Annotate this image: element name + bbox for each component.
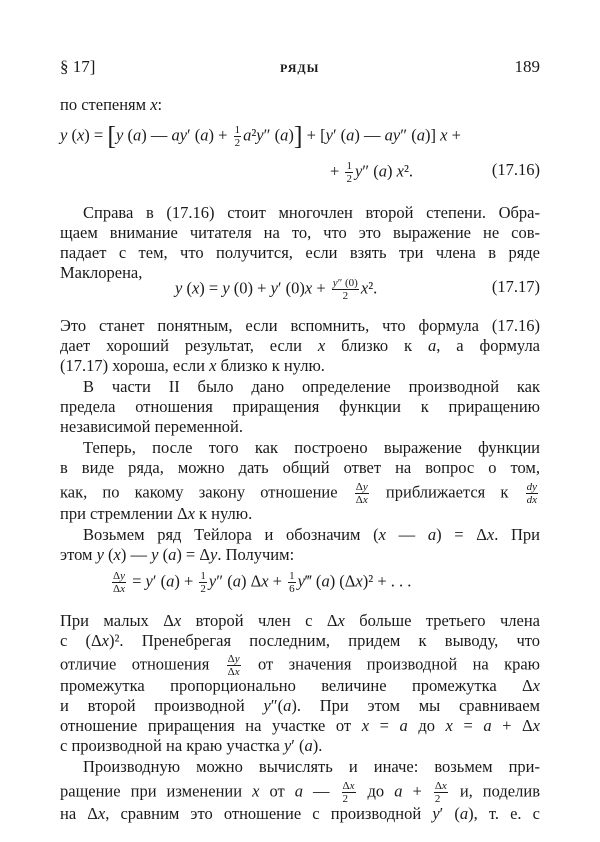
- paragraph-5-line: Возьмем ряд Тейлора и обозначим (x — a) = Δx. При: [83, 525, 540, 544]
- paragraph-4-line: как, по какому закону отношение $\frac{\Delta y}{\Delta x}$ приближается к $\frac{dy}{dx}$: [60, 481, 537, 506]
- paragraph-2-line: (17.17) хороша, если x близко к нулю.: [60, 356, 325, 375]
- paragraph-7-line: на Δx, сравним это отношение с производной y′ (a), т. е. с: [60, 804, 540, 823]
- paragraph-4-line: при стремлении Δx к нулю.: [60, 504, 253, 523]
- paragraph-6-line: и второй производной y″(a). При этом мы сравниваем: [60, 696, 540, 715]
- paragraph-6-line: отличие отношения $\frac{\Delta y}{\Delta x}$ от значения производной на краю: [60, 653, 540, 678]
- paragraph-3-line: независимой переменной.: [60, 417, 243, 436]
- section-marker: § 17]: [60, 57, 96, 76]
- paragraph-2-line: Это станет понятным, если вспомнить, что формула (17.16): [60, 316, 540, 335]
- taylor-equation: $\frac{\Delta y}{\Delta x}$ = y′ (a) + $\frac{1}{2}$ y″ (a) Δx + $\frac{1}{6}$ y‴ (a) (Δx)² + . . .: [113, 570, 412, 595]
- equation-17-16-line1: y (x) = [y (a) — ay′ (a) + $\frac{1}{2}$ a²y″ (a)] + [y′ (a) — ay″ (a)] x +: [60, 121, 461, 151]
- page-number: 189: [514, 57, 540, 76]
- paragraph-7-line: Производную можно вычислять и иначе: возьмем при-: [83, 757, 540, 776]
- paragraph-6-line: При малых Δx второй член с Δx больше третьего члена: [60, 611, 540, 630]
- paragraph-1-line: щаем внимание читателя на то, что это выражение не сов-: [60, 223, 540, 242]
- paragraph-6-line: отношение приращения на участке от x = a до x = a + Δx: [60, 716, 540, 735]
- paragraph-1-line: Справа в (17.16) стоит многочлен второй степени. Обра-: [83, 203, 540, 222]
- paragraph-6-line: промежутка пропорционально величине промежутка Δx: [60, 676, 540, 695]
- paragraph-4-line: в виде ряда, можно дать общий ответ на вопрос о том,: [60, 458, 540, 477]
- paragraph-7-line: ращение при изменении x от a — $\frac{\Delta x}{2}$ до a + $\frac{\Delta x}{2}$ и, поделив: [60, 780, 540, 805]
- paragraph-2-line: дает хороший результат, если x близко к a, а формула: [60, 336, 541, 355]
- paragraph-3-line: предела отношения приращения функции к приращению: [60, 397, 540, 416]
- paragraph-3-line: В части II было дано определение производной как: [83, 377, 540, 396]
- intro-line: по степеням x:: [60, 95, 163, 114]
- paragraph-6-line: с (Δx)². Пренебрегая последним, придем к выводу, что: [60, 631, 540, 650]
- running-title: РЯДЫ: [280, 61, 320, 75]
- equation-17-17: y (x) = y (0) + y′ (0)x + $\frac{y'' (0)}{2}$ x². (17.17): [175, 277, 540, 302]
- paragraph-1-line: Маклорена,: [60, 263, 143, 282]
- paragraph-6-line: с производной на краю участка y′ (a).: [60, 736, 323, 755]
- equation-number-17-16: (17.16): [491, 160, 540, 179]
- paragraph-1-line: падает с тем, что получится, если взять три члена в ряде: [60, 243, 540, 262]
- paragraph-4-line: Теперь, после того как построено выражение функции: [83, 438, 540, 457]
- equation-number-17-17: (17.17): [491, 277, 540, 296]
- equation-17-16-line2: + $\frac{1}{2}$ y″ (a) x². (17.16): [330, 160, 540, 185]
- paragraph-5-line: этом y (x) — y (a) = Δy. Получим:: [60, 545, 295, 564]
